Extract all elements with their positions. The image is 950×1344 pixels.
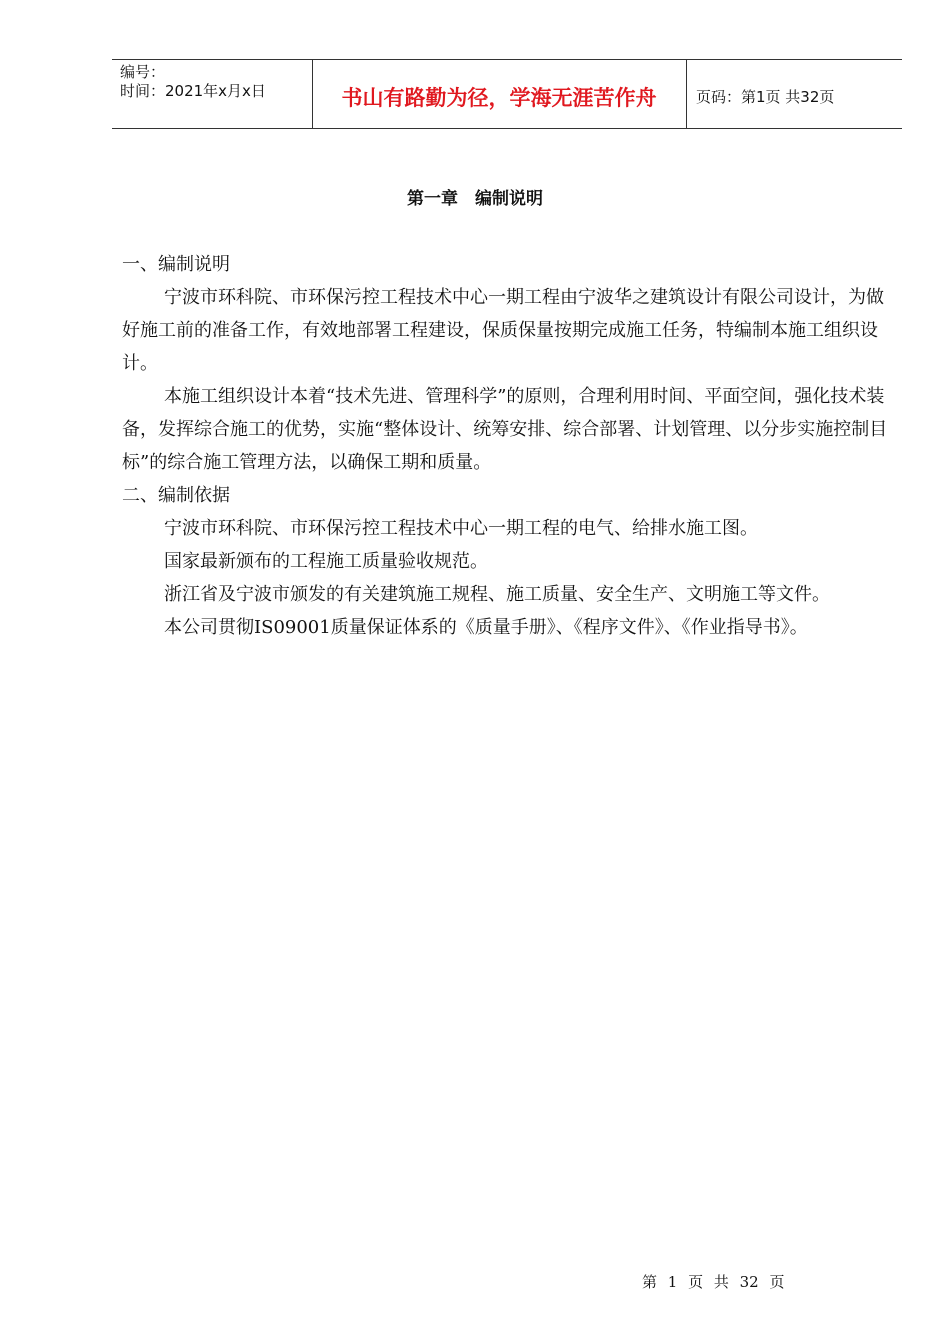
document-body [122,248,892,644]
section-heading-2: 二、编制依据 [122,485,230,506]
paragraph: 宁波市环科院、市环保污控工程技术中心一期工程由宁波华之建筑设计有限公司设计，为做好施工前的准备工作，有效地部署工程建设，保质保量按期完成施工任务，特编制本施工组织设计。 [122,287,884,374]
number-label: 编号： [120,63,166,81]
header-meta-cell [112,60,313,128]
time-label: 时间：2021年x月x日 [120,82,266,100]
page-info: 页码：第1页 共32页 [696,88,835,106]
page-footer: 第 1 页 共 32 页 [642,1273,785,1291]
basis-item: 宁波市环科院、市环保污控工程技术中心一期工程的电气、给排水施工图。 [164,518,758,539]
motto: 书山有路勤为径，学海无涯苦作舟 [341,86,657,110]
paragraph: 本施工组织设计本着“技术先进、管理科学”的原则，合理利用时间、平面空间，强化技术装备，发挥综合施工的优势，实施“整体设计、统筹安排、综合部署、计划管理、以分步实施控制目标”的综合施工管理方法，以确保工期和质量。 [122,386,888,473]
chapter-title: 第一章 编制说明 [407,189,543,209]
header-page-cell [686,60,902,128]
basis-item: 浙江省及宁波市颁发的有关建筑施工规程、施工质量、安全生产、文明施工等文件。 [164,584,830,605]
basis-item: 国家最新颁布的工程施工质量验收规范。 [164,551,488,572]
section-heading-1: 一、编制说明 [122,254,230,275]
basis-item: 本公司贯彻IS09001质量保证体系的《质量手册》、《程序文件》、《作业指导书》。 [164,617,808,638]
document-header [112,59,902,129]
header-motto-cell [312,60,687,128]
